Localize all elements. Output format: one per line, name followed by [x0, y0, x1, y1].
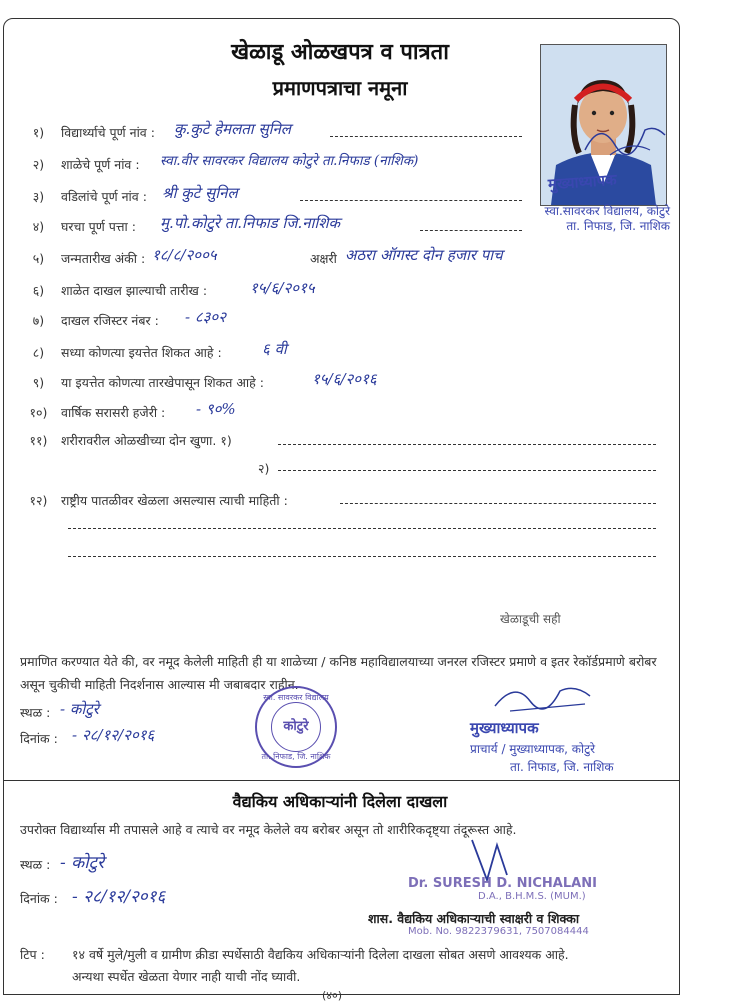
note-line1: १४ वर्षे मुले/मुली व ग्रामीण क्रीडा स्पर्धेसाठी वैद्यकिय अधिकाऱ्यांनी दिलेला दाखला सोबत असणे आवश्यक आहे.	[72, 947, 569, 962]
field-label: या इयत्तेत कोणत्या तारखेपासून शिकत आहे :	[61, 375, 264, 390]
photo-stamp-title: मुख्याध्यापक	[547, 170, 618, 194]
cert-place-value: - कोटुरे	[60, 700, 99, 718]
form-title-line1: खेळाडू ओळखपत्र व पात्रता	[231, 40, 449, 65]
medical-date-label: दिनांक :	[20, 891, 58, 906]
seal-center: कोटुरे	[271, 702, 321, 752]
field-number: ५)	[32, 251, 45, 266]
field-number: २)	[32, 157, 45, 172]
father-name-value: श्री कुटे सुनिल	[162, 184, 238, 202]
doctor-degree: D.A., B.H.M.S. (MUM.)	[478, 891, 586, 902]
medical-place-value: - कोटुरे	[60, 853, 105, 873]
form-title-line2: प्रमाणपत्राचा नमूना	[272, 76, 408, 100]
admission-date-value: १५/६/२०१५	[250, 279, 315, 297]
medical-text: उपरोक्त विद्यार्थ्यास मी तपासले आहे व त्याचे वर नमूद केलेले वय बरोबर असून तो शारीरिकदृष्ट्या तंदूरूस्त आहे.	[20, 822, 517, 837]
address-value: मु.पो.कोटुरे ता.निफाड जि.नाशिक	[160, 214, 341, 232]
medical-date-value: - २८/१२/२०१६	[72, 887, 166, 907]
field-label: शाळेचे पूर्ण नांव :	[61, 157, 140, 172]
dashed-line	[340, 503, 656, 504]
field-label: शाळेत दाखल झाल्याची तारीख :	[61, 283, 208, 298]
dashed-line	[278, 470, 656, 471]
photo-signature	[580, 110, 670, 170]
field-label: वार्षिक सरासरी हजेरी :	[61, 405, 166, 420]
doctor-name: Dr. SURESH D. NICHALANI	[408, 876, 597, 891]
headmaster-stamp-title: मुख्याध्यापक	[470, 719, 539, 737]
field-label: वडिलांचे पूर्ण नांव :	[61, 189, 147, 204]
medical-place-label: स्थळ :	[20, 857, 51, 872]
dashed-line	[330, 136, 522, 137]
field-number: ११)	[29, 433, 48, 448]
cert-date-label: दिनांक :	[20, 731, 58, 746]
field-label: दाखल रजिस्टर नंबर :	[61, 313, 159, 328]
field-row-identification-marks	[16, 432, 316, 454]
field-label: घरचा पूर्ण पत्ता :	[61, 219, 136, 234]
field-number: ३)	[32, 189, 45, 204]
headmaster-signature	[490, 676, 600, 716]
headmaster-stamp-line1: प्राचार्य / मुख्याध्यापक, कोटुरे	[470, 742, 596, 756]
dashed-line	[68, 556, 656, 557]
current-class-value: ६ वी	[262, 340, 287, 358]
field-number: ७)	[32, 313, 45, 328]
field-number: १)	[32, 125, 45, 140]
headmaster-stamp-line2: ता. निफाड, जि. नाशिक	[510, 760, 614, 774]
field-number: ९)	[32, 375, 45, 390]
attendance-value: - ९०%	[196, 400, 236, 418]
photo-stamp-line1: स्वा.सावरकर विद्यालय, कोटुरे	[544, 204, 670, 218]
photo-stamp-line2: ता. निफाड, जि. नाशिक	[566, 219, 670, 233]
field-number: १०)	[29, 405, 48, 420]
certification-text: प्रमाणित करण्यात येते की, वर नमूद केलेली माहिती ही या शाळेच्या / कनिष्ठ महाविद्यालयाच्या जनरल रजिस्टर प्रमाणे व इतर रेकॉर्डप्रमाणे बरोबर असून चुकीची माहिती निदर्शनास आल्यास मी जबाबदार राहीन.	[20, 654, 657, 692]
doctor-stamp	[408, 876, 597, 902]
cert-place-label: स्थळ :	[20, 705, 51, 720]
field-number: ६)	[32, 283, 45, 298]
player-signature-label: खेळाडूची सही	[500, 612, 561, 626]
field-number: ८)	[32, 345, 45, 360]
field-number: ४)	[32, 219, 45, 234]
seal-rim-bottom: ता. निफाड, जि. नाशिक	[261, 752, 331, 761]
field-row-attendance	[16, 404, 316, 426]
medical-signatory: शास. वैद्यकिय अधिकाऱ्याची स्वाक्षरी व शिक्का	[368, 911, 580, 926]
dashed-line	[278, 444, 656, 445]
seal-rim-top: स्वा. सावरकर विद्यालय	[263, 693, 329, 702]
class-since-value: १५/६/२०१६	[312, 370, 377, 388]
field-number: १२)	[29, 493, 48, 508]
dashed-line	[420, 230, 522, 231]
cert-date-value: - २८/१२/२०१६	[72, 726, 155, 744]
field-label: सध्या कोणत्या इयत्तेत शिकत आहे :	[61, 345, 222, 360]
section-divider	[4, 780, 679, 781]
doctor-mobile-stamp	[408, 926, 589, 937]
school-name-value: स्वा.वीर सावरकर विद्यालय कोटुरे ता.निफाड (नाशिक)	[160, 153, 419, 169]
page-number: (४०)	[322, 989, 343, 1002]
field-label: शरीरावरील ओळखीच्या दोन खुणा. १)	[61, 433, 232, 448]
dashed-line	[68, 528, 656, 529]
register-number-value: - ८३०२	[185, 308, 227, 326]
dashed-line	[300, 200, 522, 201]
field-label: राष्ट्रीय पातळीवर खेळला असल्यास त्याची माहिती :	[61, 493, 288, 508]
identification-mark-2-label: २)	[258, 461, 270, 476]
school-seal	[255, 686, 337, 768]
field-label: जन्मतारीख अंकी :	[61, 251, 146, 266]
student-name-value: कु.कुटे हेमलता सुनिल	[174, 120, 291, 138]
dob-figures-value: १८/८/२००५	[152, 246, 217, 264]
dob-words-label: अक्षरी	[310, 251, 337, 266]
field-row-father-name	[16, 188, 516, 210]
note-line2: अन्यथा स्पर्धेत खेळता येणार नाही याची नोंद घ्यावी.	[72, 969, 301, 984]
note-label: टिप :	[20, 947, 45, 962]
field-label: विद्यार्थ्याचे पूर्ण नांव :	[61, 125, 155, 140]
doctor-mobile: Mob. No. 9822379631, 7507084444	[408, 926, 589, 937]
dob-words-value: अठरा ऑगस्ट दोन हजार पाच	[345, 246, 503, 264]
photo-stamp-address	[520, 204, 670, 234]
medical-section-title: वैद्यकिय अधिकाऱ्यांनी दिलेला दाखला	[232, 792, 448, 811]
field-row-register-number	[16, 312, 316, 334]
